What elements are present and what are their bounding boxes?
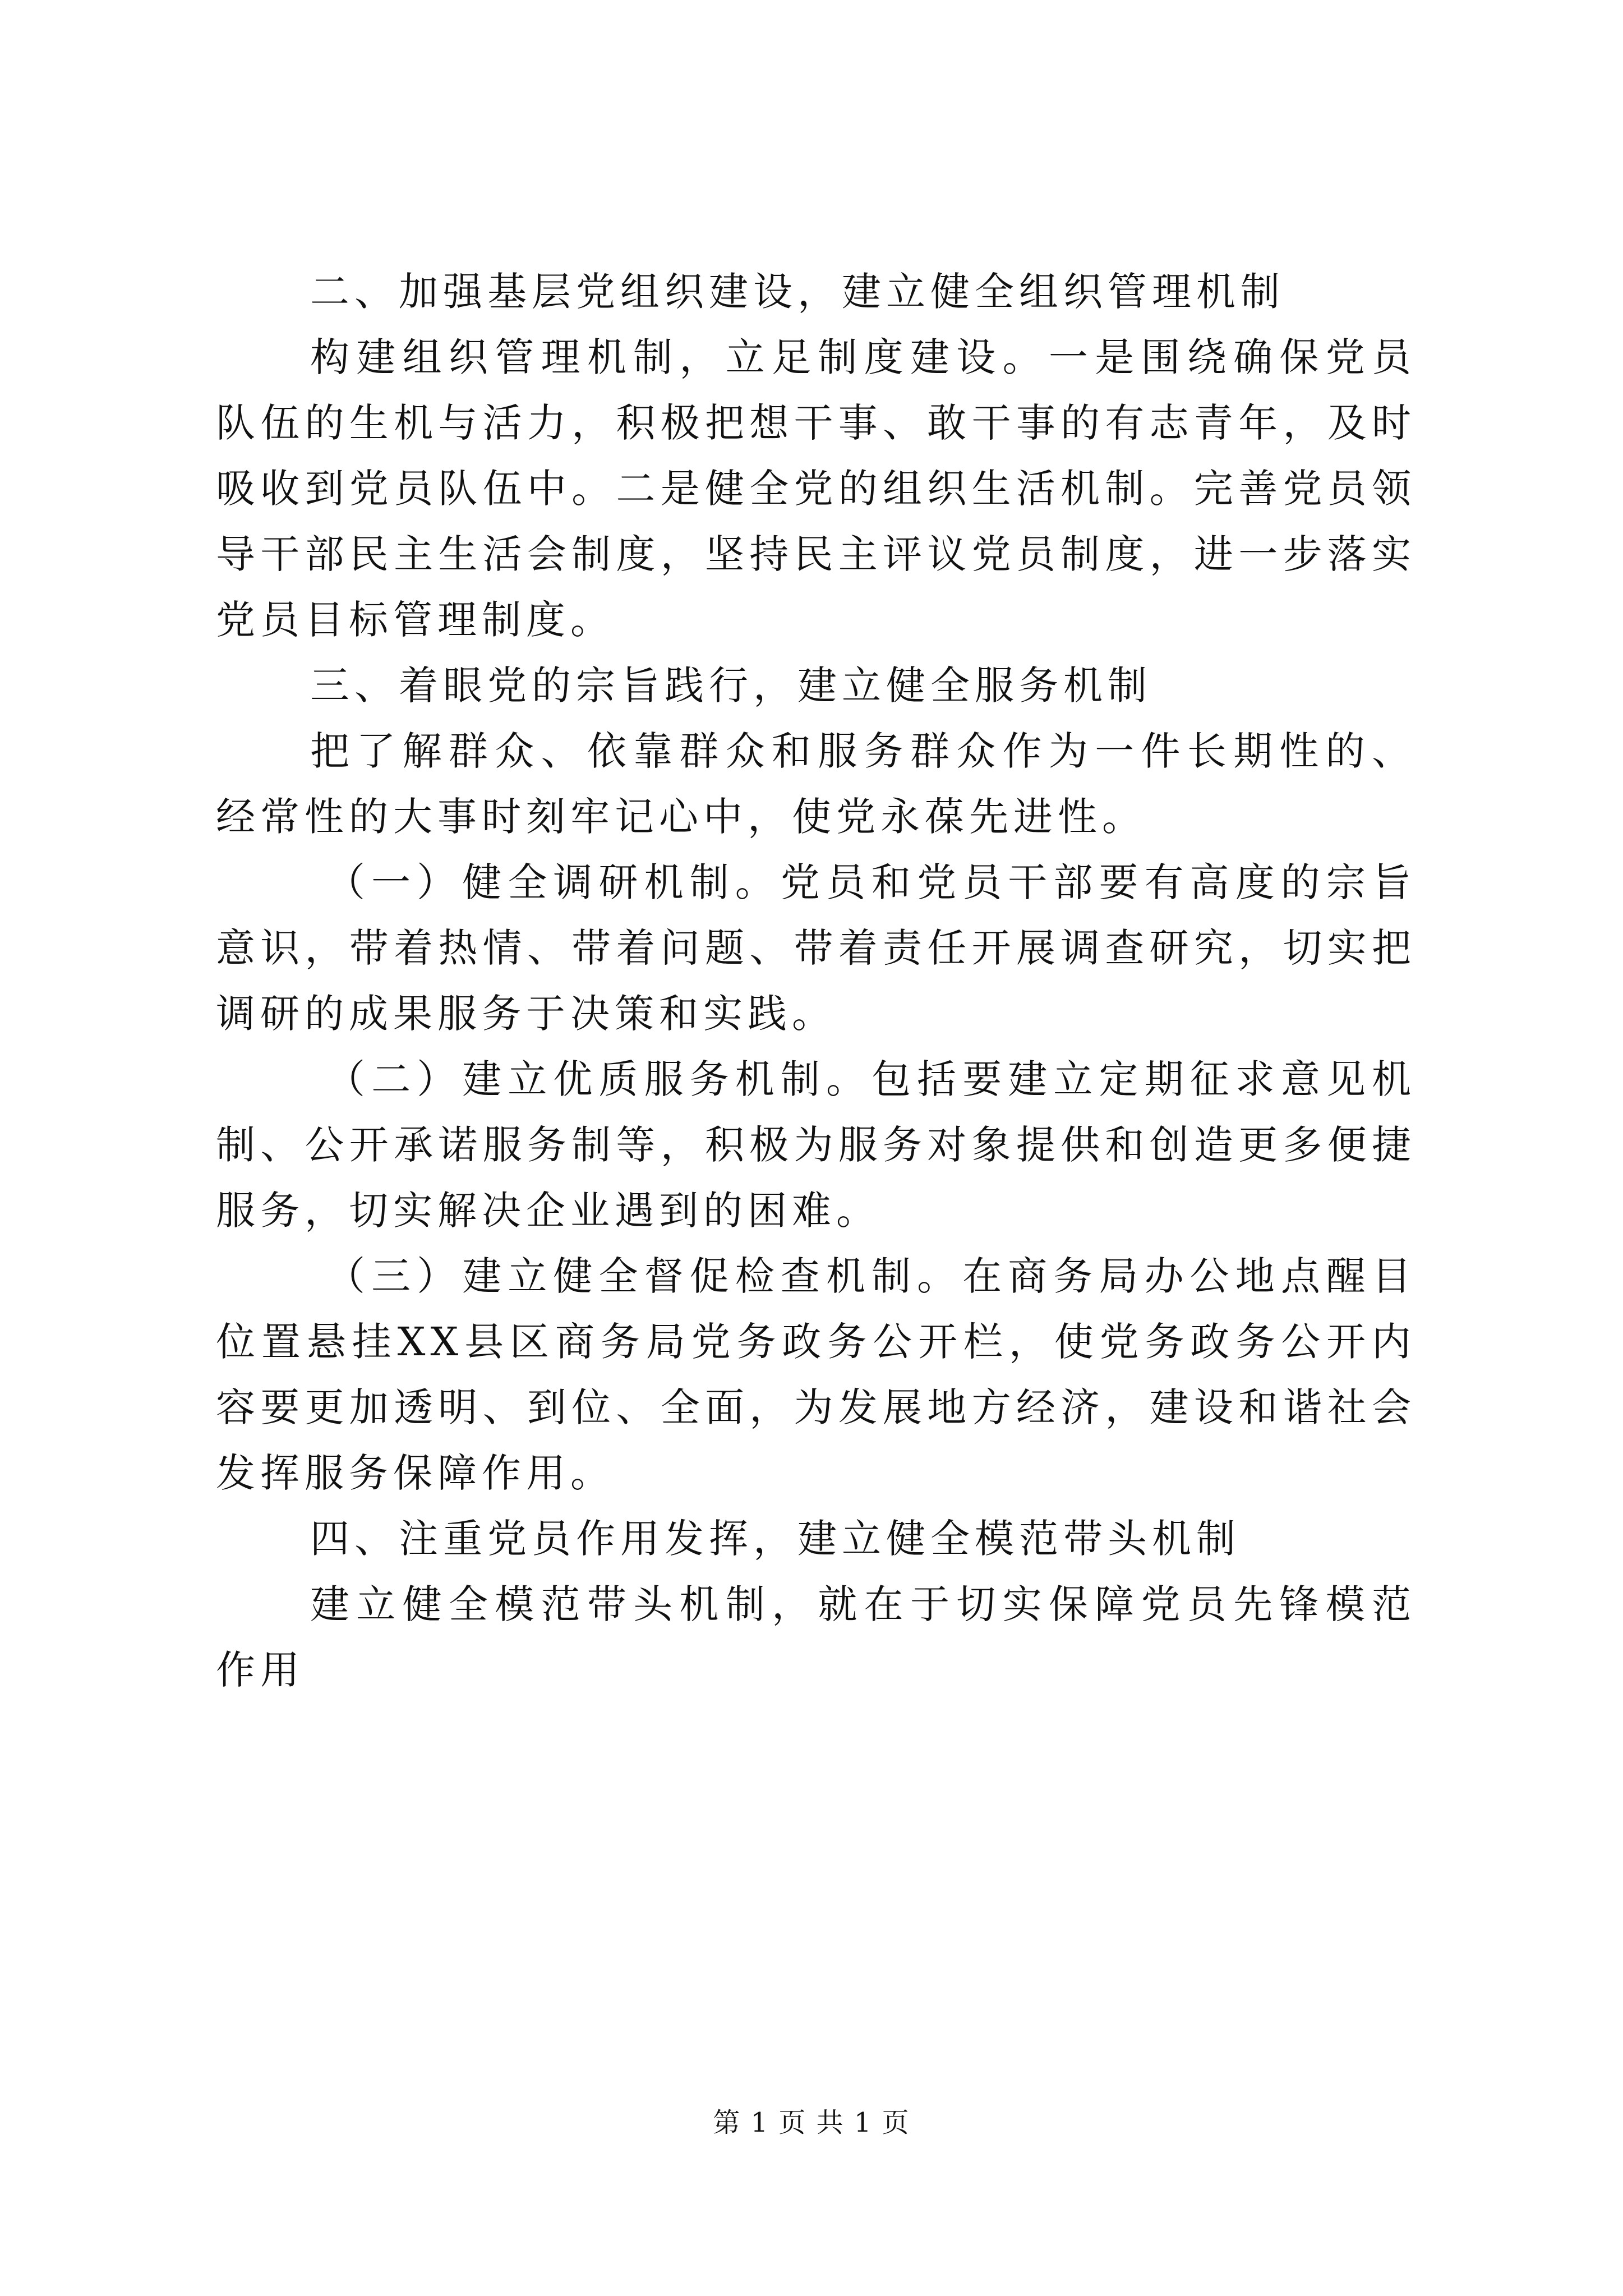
paragraph-exemplary-role: 建立健全模范带头机制，就在于切实保障党员先锋模范作用 <box>216 1581 1416 1693</box>
page-number-footer: 第 1 页 共 1 页 <box>713 2107 910 2138</box>
paragraph-quality-service: （二）建立优质服务机制。包括要建立定期征求意见机制、公开承诺服务制等，积极为服务对象提供和创造更多便捷服务，切实解决企业遇到的困难。 <box>216 1056 1416 1234</box>
document-body <box>216 259 1416 1703</box>
section-heading-2: 二、加强基层党组织建设，建立健全组织管理机制 <box>310 269 1285 315</box>
paragraph-org-mechanism: 构建组织管理机制，立足制度建设。一是围绕确保党员队伍的生机与活力，积极把想干事、敢干事的有志青年，及时吸收到党员队伍中。二是健全党的组织生活机制。完善党员领导干部民主生活会制度，坚持民主评议党员制度，进一步落实党员目标管理制度。 <box>216 334 1416 643</box>
paragraph-research-mechanism: （一）健全调研机制。党员和党员干部要有高度的宗旨意识，带着热情、带着问题、带着责任开展调查研究，切实把调研的成果服务于决策和实践。 <box>216 859 1416 1037</box>
paragraph-service-intro: 把了解群众、依靠群众和服务群众作为一件长期性的、经常性的大事时刻牢记心中，使党永葆先进性。 <box>216 728 1416 840</box>
paragraph-supervision: （三）建立健全督促检查机制。在商务局办公地点醒目位置悬挂XX县区商务局党务政务公开栏，使党务政务公开内容要更加透明、到位、全面，为发展地方经济，建设和谐社会发挥服务保障作用。 <box>216 1253 1416 1496</box>
section-heading-4: 四、注重党员作用发挥，建立健全模范带头机制 <box>310 1516 1241 1562</box>
section-heading-3: 三、着眼党的宗旨践行，建立健全服务机制 <box>310 662 1152 708</box>
